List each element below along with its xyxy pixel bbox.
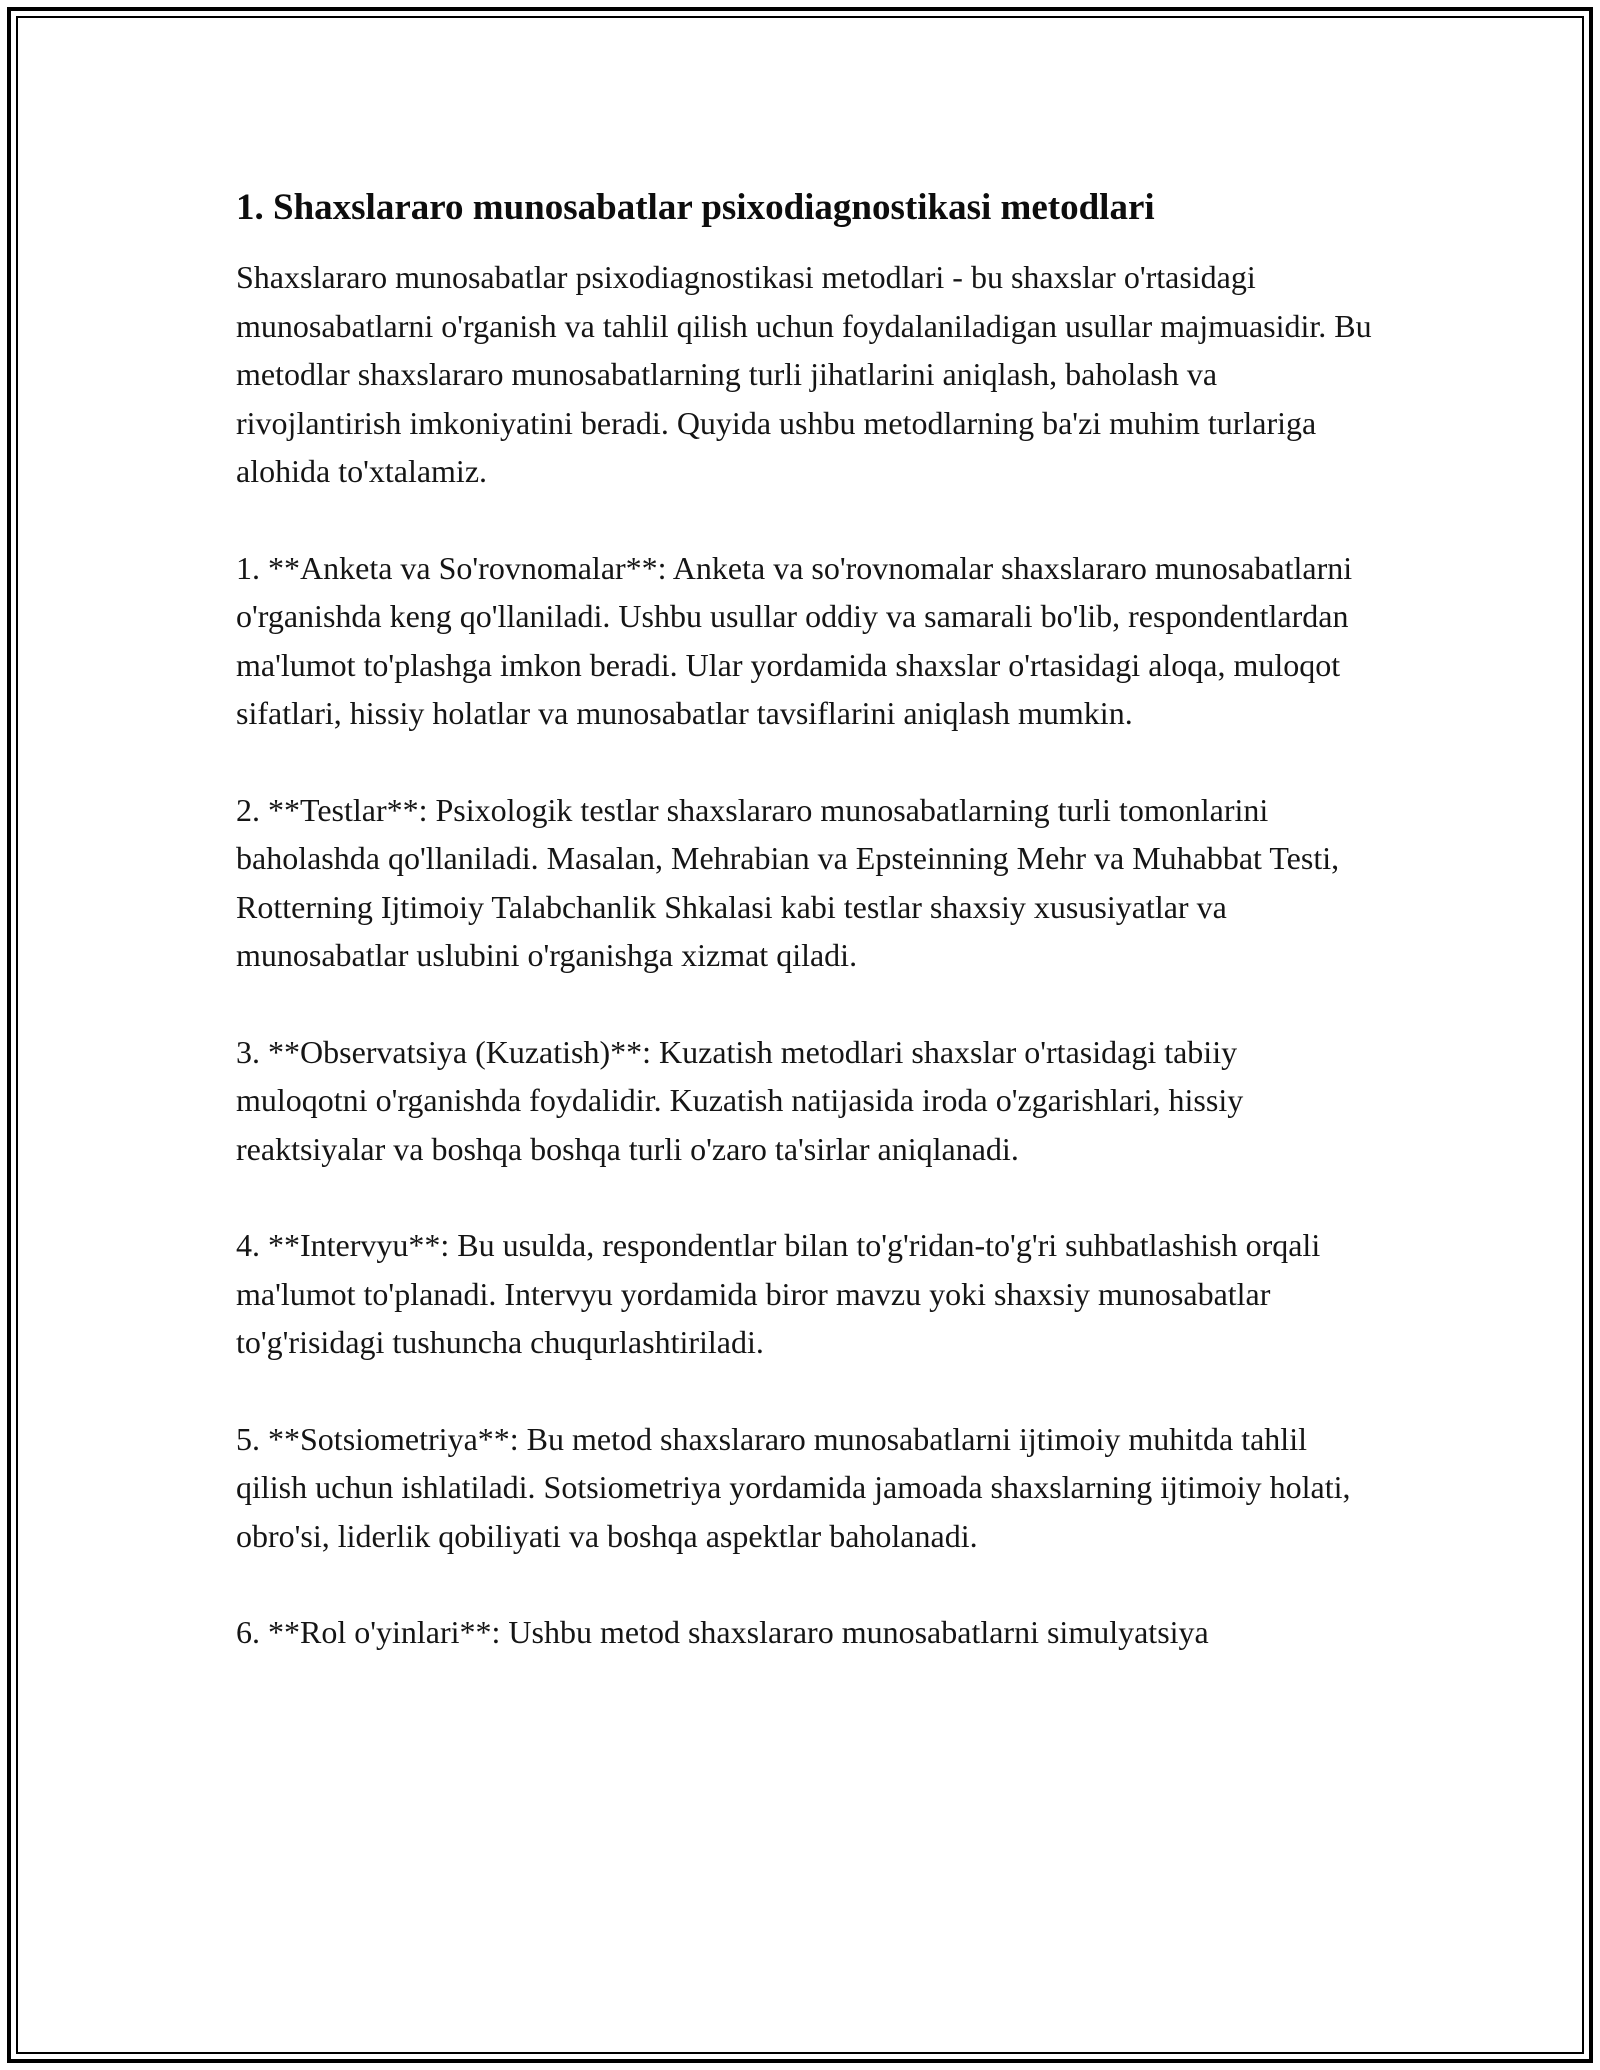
method-item-interview: 4. **Intervyu**: Bu usulda, respondentlar bilan to'g'ridan-to'g'ri suhbatlashish orqali ma'lumot to'planadi. Intervyu yordamida biror mavzu yoki shaxsiy munosabatlar to'g'risidagi tushuncha chuqurlashtiriladi. <box>236 1227 1321 1360</box>
method-item-questionnaires: 1. **Anketa va So'rovnomalar**: Anketa va so'rovnomalar shaxslararo munosabatlarni o'rganishda keng qo'llaniladi. Ushbu usullar oddiy va samarali bo'lib, respondentlardan ma'lumot to'plashga imkon beradi. Ular yordamida shaxslar o'rtasidagi aloqa, muloqot sifatlari, hissiy holatlar va munosabatlar tavsiflarini aniqlash mumkin. <box>236 549 1353 731</box>
method-item-role-play: 6. **Rol o'yinlari**: Ushbu metod shaxslararo munosabatlarni simulyatsiya <box>236 1614 1209 1650</box>
method-item-observation: 3. **Observatsiya (Kuzatish)**: Kuzatish metodlari shaxslar o'rtasidagi tabiiy muloqotni o'rganishda foydalidir. Kuzatish natijasida iroda o'zgarishlari, hissiy reaktsiyalar va boshqa boshqa turli o'zaro ta'sirlar aniqlanadi. <box>236 1033 1244 1167</box>
method-item-tests: 2. **Testlar**: Psixologik testlar shaxslararo munosabatlarning turli tomonlarini baholashda qo'llaniladi. Masalan, Mehrabian va Epsteinning Mehr va Muhabbat Testi, Rotterning Ijtimoiy Talabchanlik Shkalasi kabi testlar shaxsiy xususiyatlar va munosabatlar uslubini o'rganishga xizmat qiladi. <box>236 791 1340 973</box>
method-item-sociometry: 5. **Sotsiometriya**: Bu metod shaxslararo munosabatlarni ijtimoiy muhitda tahlil qilish uchun ishlatiladi. Sotsiometriya yordamida jamoada shaxslarning ijtimoiy holati, obro'si, liderlik qobiliyati va boshqa aspektlar baholanadi. <box>236 1420 1351 1554</box>
document-body <box>236 185 1376 1705</box>
section-heading: 1. Shaxslararo munosabatlar psixodiagnostikasi metodlari <box>236 187 1155 228</box>
intro-paragraph: Shaxslararo munosabatlar psixodiagnostikasi metodlari - bu shaxslar o'rtasidagi munosabatlarni o'rganish va tahlil qilish uchun foydalaniladigan usullar majmuasidir. Bu metodlar shaxslararo munosabatlarning turli jihatlarini aniqlash, baholash va rivojlantirish imkoniyatini beradi. Quyida ushbu metodlarning ba'zi muhim turlariga alohida to'xtalamiz. <box>236 259 1372 489</box>
